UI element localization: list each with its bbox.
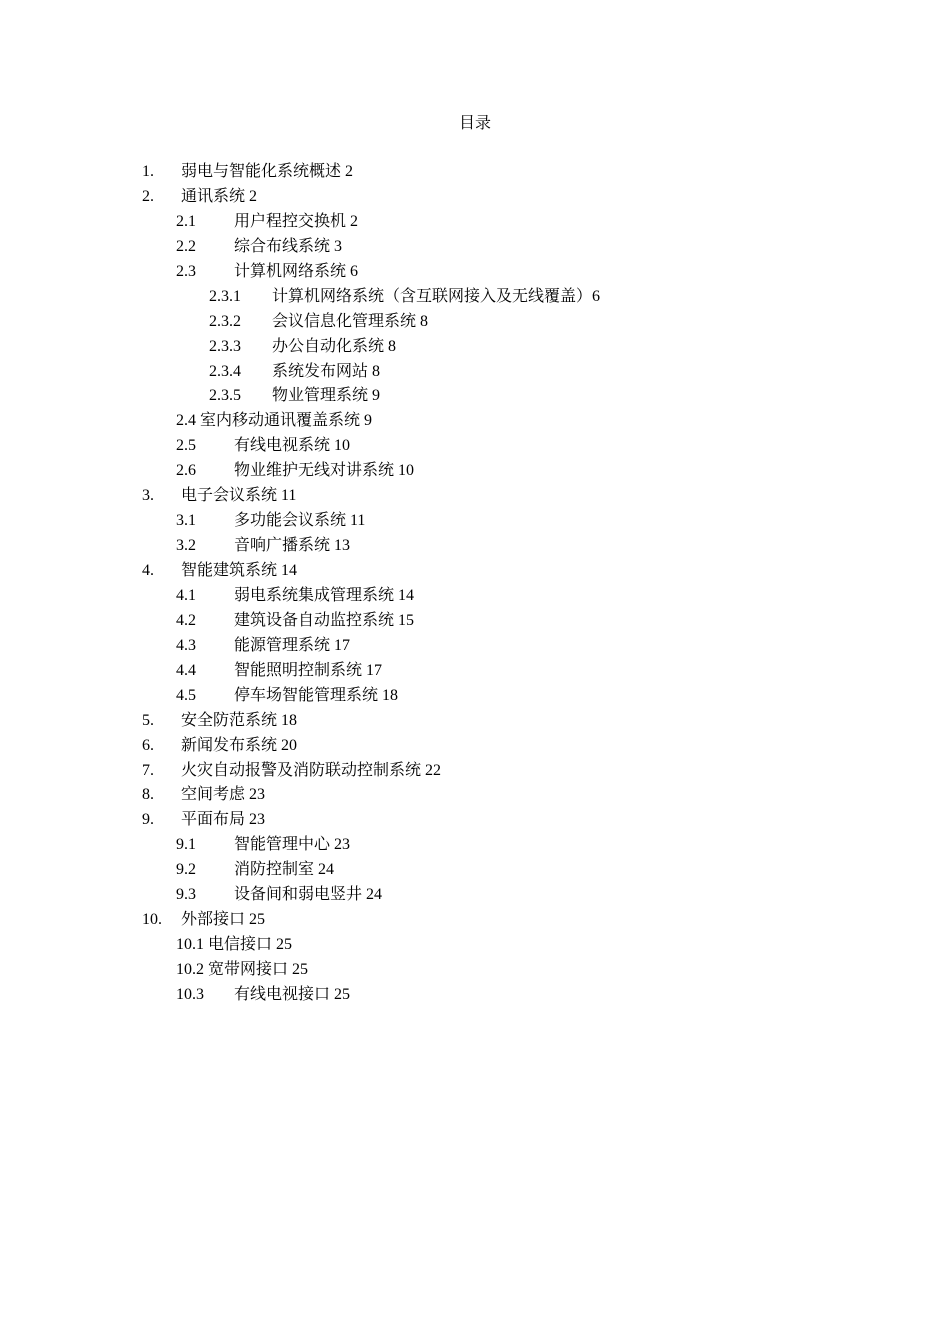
toc-entry-title: 平面布局 23: [181, 811, 266, 829]
toc-entry-number: 4.4: [176, 661, 196, 679]
toc-entry-title: 音响广播系统 13: [234, 537, 351, 555]
toc-entry[interactable]: [0, 185, 950, 210]
toc-entry-title: 计算机网络系统 6: [234, 262, 359, 280]
toc-entry-title: 2.4 室内移动通讯覆盖系统 9: [176, 412, 373, 430]
toc-entry-number: 10.3: [176, 985, 204, 1003]
toc-entry[interactable]: [0, 509, 950, 534]
toc-entry[interactable]: [0, 584, 950, 609]
toc-entry-title: 智能建筑系统 14: [181, 562, 298, 579]
toc-entry[interactable]: [0, 360, 950, 385]
toc-entry[interactable]: [0, 908, 950, 933]
toc-entry[interactable]: [0, 983, 950, 1008]
toc-entry[interactable]: [0, 310, 950, 335]
toc-entry-title: 10.2 宽带网接口 25: [176, 961, 309, 978]
toc-entry[interactable]: [0, 883, 950, 908]
toc-entry-number: 3.2: [176, 537, 196, 555]
toc-entry-number: 3.1: [176, 512, 196, 530]
toc-entry-title: 弱电与智能化系统概述 2: [181, 163, 354, 180]
toc-entry[interactable]: [0, 958, 950, 983]
toc-entry-number: 4.1: [176, 586, 196, 604]
toc-entry[interactable]: [0, 559, 950, 584]
toc-entry[interactable]: [0, 459, 950, 484]
toc-entry[interactable]: [0, 160, 950, 185]
toc-list: [0, 160, 950, 1008]
toc-entry-number: 9.3: [176, 886, 196, 904]
toc-entry-number: 4.2: [176, 611, 196, 629]
toc-entry-title: 火灾自动报警及消防联动控制系统 22: [181, 761, 442, 779]
toc-entry[interactable]: [0, 434, 950, 459]
toc-entry-number: 6.: [142, 736, 154, 754]
toc-entry[interactable]: [0, 384, 950, 409]
toc-entry-title: 设备间和弱电竖井 24: [234, 886, 383, 904]
toc-entry-title: 新闻发布系统 20: [181, 736, 298, 754]
toc-entry-title: 建筑设备自动监控系统 15: [234, 611, 415, 629]
toc-entry-title: 多功能会议系统 11: [234, 512, 366, 530]
toc-entry-number: 4.: [142, 562, 154, 579]
toc-entry-title: 消防控制室 24: [234, 861, 335, 879]
toc-entry[interactable]: [0, 933, 950, 958]
toc-entry-title: 物业管理系统 9: [272, 387, 381, 405]
toc-entry-number: 2.5: [176, 437, 196, 455]
toc-entry-number: 2.3.2: [209, 312, 241, 330]
toc-entry-number: 9.2: [176, 861, 196, 879]
toc-entry-number: 2.3: [176, 262, 196, 280]
toc-entry-title: 用户程控交换机 2: [234, 212, 359, 230]
toc-entry[interactable]: [0, 235, 950, 260]
toc-entry[interactable]: [0, 734, 950, 759]
toc-entry[interactable]: [0, 858, 950, 883]
toc-entry-number: 2.: [142, 187, 154, 205]
toc-entry-title: 会议信息化管理系统 8: [272, 312, 429, 330]
toc-entry-title: 安全防范系统 18: [181, 711, 298, 729]
toc-entry[interactable]: [0, 634, 950, 659]
toc-entry-number: 8.: [142, 786, 154, 804]
toc-entry[interactable]: [0, 808, 950, 833]
toc-title: 目录: [458, 115, 491, 132]
toc-entry-title: 物业维护无线对讲系统 10: [234, 462, 415, 480]
toc-entry-title: 空间考虑 23: [181, 786, 266, 804]
toc-entry-title: 智能照明控制系统 17: [234, 661, 383, 679]
toc-entry-number: 9.: [142, 811, 154, 829]
toc-entry[interactable]: [0, 609, 950, 634]
toc-entry-title: 停车场智能管理系统 18: [234, 686, 399, 704]
toc-entry-number: 10.: [142, 911, 162, 929]
toc-entry[interactable]: [0, 335, 950, 360]
toc-entry[interactable]: [0, 534, 950, 559]
toc-entry[interactable]: [0, 285, 950, 310]
toc-entry-number: 5.: [142, 711, 154, 729]
toc-entry-number: 2.3.5: [209, 387, 241, 405]
toc-entry-number: 2.3.4: [209, 362, 241, 380]
toc-entry[interactable]: [0, 783, 950, 808]
toc-entry[interactable]: [0, 260, 950, 285]
toc-entry-number: 4.5: [176, 686, 196, 704]
toc-entry-number: 3.: [142, 487, 154, 505]
toc-entry-title: 综合布线系统 3: [234, 237, 343, 255]
toc-entry-title: 电子会议系统 11: [181, 487, 297, 505]
toc-entry-title: 计算机网络系统（含互联网接入及无线覆盖）6: [272, 287, 601, 305]
toc-entry-number: 9.1: [176, 836, 196, 854]
toc-entry-number: 2.3.3: [209, 337, 241, 355]
toc-entry-title: 智能管理中心 23: [234, 836, 351, 854]
toc-entry[interactable]: [0, 833, 950, 858]
toc-entry-title: 弱电系统集成管理系统 14: [234, 586, 415, 604]
toc-entry[interactable]: [0, 709, 950, 734]
toc-entry[interactable]: [0, 684, 950, 709]
toc-entry-title: 有线电视接口 25: [234, 985, 351, 1003]
toc-entry[interactable]: [0, 659, 950, 684]
toc-entry-title: 能源管理系统 17: [234, 636, 351, 654]
toc-entry[interactable]: [0, 759, 950, 784]
toc-entry-title: 有线电视系统 10: [234, 437, 351, 455]
toc-entry-number: 2.1: [176, 212, 196, 230]
toc-entry-number: 2.6: [176, 462, 196, 480]
toc-entry-title: 通讯系统 2: [181, 187, 258, 205]
toc-entry[interactable]: [0, 484, 950, 509]
toc-entry-title: 系统发布网站 8: [272, 362, 381, 380]
toc-entry-number: 2.2: [176, 237, 196, 255]
toc-entry[interactable]: [0, 210, 950, 235]
toc-entry-title: 10.1 电信接口 25: [176, 936, 293, 954]
toc-entry-title: 外部接口 25: [181, 911, 266, 929]
toc-entry[interactable]: [0, 409, 950, 434]
toc-entry-title: 办公自动化系统 8: [272, 337, 397, 355]
toc-entry-number: 4.3: [176, 636, 196, 654]
toc-entry-number: 1.: [142, 163, 154, 180]
toc-entry-number: 7.: [142, 761, 154, 779]
toc-entry-number: 2.3.1: [209, 287, 241, 305]
